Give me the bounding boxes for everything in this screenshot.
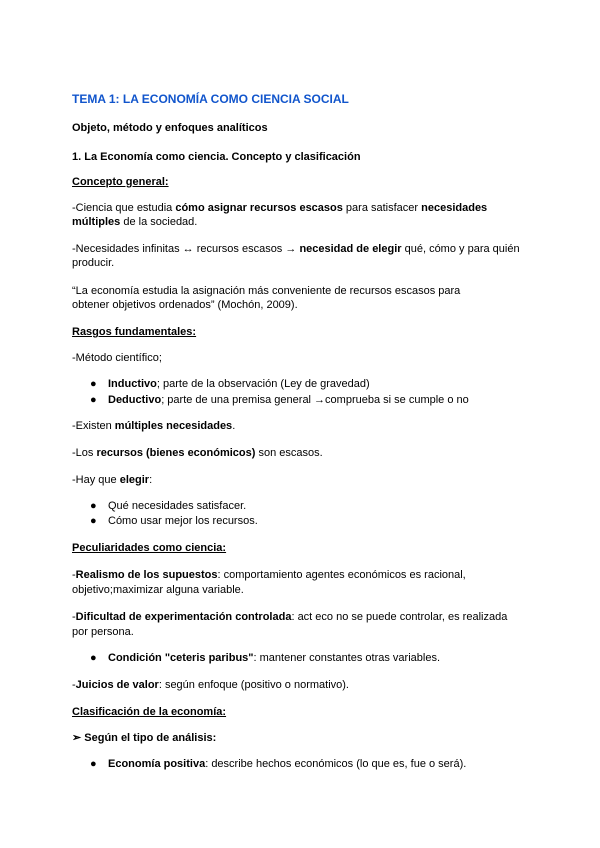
dificultad-line: -Dificultad de experimentación controlada: act eco no se puede controlar, es realizada	[72, 611, 508, 623]
page-title: TEMA 1: LA ECONOMÍA COMO CIENCIA SOCIAL	[72, 92, 349, 106]
dificultad-line-cont: por persona.	[72, 626, 134, 638]
metodo-line: -Método científico;	[72, 352, 162, 364]
recursos-line: -Los recursos (bienes económicos) son escasos.	[72, 447, 323, 459]
juicios-line: -Juicios de valor: según enfoque (positivo o normativo).	[72, 679, 349, 691]
concepto-heading: Concepto general:	[72, 176, 169, 188]
list-item-que: Qué necesidades satisfacer.	[108, 500, 247, 512]
concepto-paragraph-2-cont: producir.	[72, 257, 115, 269]
peculiaridades-heading: Peculiaridades como ciencia:	[72, 542, 227, 554]
list-item-deductivo: Deductivo; parte de una premisa general →comprueba si se cumple o no	[108, 394, 469, 406]
concepto-paragraph-1-cont: múltiples de la sociedad.	[72, 216, 198, 228]
quote-line-1: “La economía estudia la asignación más conveniente de recursos escasos para	[72, 285, 461, 297]
list-item-positiva: Economía positiva: describe hechos económicos (lo que es, fue o será).	[108, 758, 467, 770]
concepto-paragraph-1: -Ciencia que estudia cómo asignar recursos escasos para satisfacer necesidades	[72, 202, 488, 214]
section-heading: 1. La Economía como ciencia. Concepto y clasificación	[72, 151, 361, 163]
subtitle: Objeto, método y enfoques analíticos	[72, 122, 268, 134]
quote-line-2: obtener objetivos ordenados” (Mochón, 2009).	[72, 299, 298, 311]
clasificacion-heading: Clasificación de la economía:	[72, 706, 227, 718]
bullet-icon: ●	[90, 652, 97, 664]
realismo-line-cont: objetivo;maximizar alguna variable.	[72, 584, 244, 596]
bullet-icon: ●	[90, 758, 97, 770]
existen-line: -Existen múltiples necesidades.	[72, 420, 236, 432]
bullet-icon: ●	[90, 378, 97, 390]
elegir-line: -Hay que elegir:	[72, 474, 153, 486]
list-item-ceteris: Condición "ceteris paribus": mantener constantes otras variables.	[108, 652, 440, 664]
bullet-icon: ●	[90, 500, 97, 512]
bullet-icon: ●	[90, 394, 97, 406]
list-item-como: Cómo usar mejor los recursos.	[108, 515, 258, 527]
realismo-line: -Realismo de los supuestos: comportamiento agentes económicos es racional,	[72, 569, 466, 581]
rasgos-heading: Rasgos fundamentales:	[72, 326, 197, 338]
list-item-inductivo: Inductivo; parte de la observación (Ley de gravedad)	[108, 378, 370, 390]
bullet-icon: ●	[90, 515, 97, 527]
concepto-paragraph-2: -Necesidades infinitas ↔ recursos escasos → necesidad de elegir qué, cómo y para quién	[72, 243, 520, 255]
arrow-item: ➢ Según el tipo de análisis:	[72, 732, 217, 744]
